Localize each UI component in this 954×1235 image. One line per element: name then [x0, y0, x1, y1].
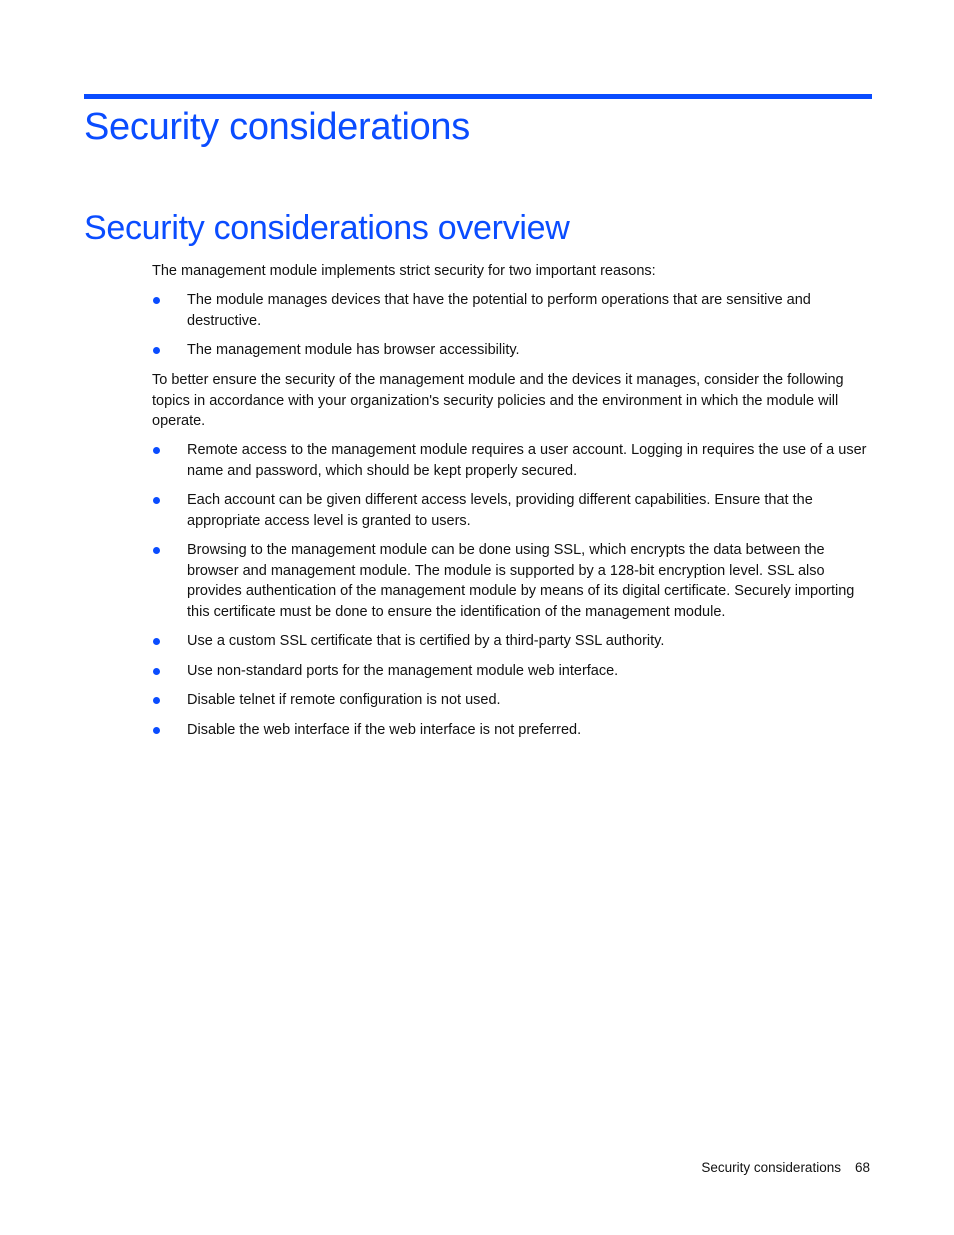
bullet-icon: [153, 668, 160, 675]
topics-list: [152, 440, 876, 749]
footer-chapter-label: Security considerations: [701, 1160, 841, 1175]
list-item: [152, 631, 876, 652]
list-item: [152, 440, 876, 481]
guidance-paragraph: To better ensure the security of the management module and the devices it manages, consider the following topics in accordance with your organization's security policies and the environment in which the module will operate.: [152, 372, 844, 429]
list-item-text: Use non-standard ports for the management module web interface.: [187, 662, 619, 679]
bullet-icon: [153, 347, 160, 354]
bullet-icon: [153, 547, 160, 554]
list-item-text: The module manages devices that have the potential to perform operations that are sensitive and destructive.: [187, 292, 811, 329]
list-item: [152, 540, 876, 622]
list-item: [152, 340, 876, 361]
page-footer: [701, 1158, 870, 1178]
list-item-text: The management module has browser accessibility.: [187, 342, 520, 358]
list-item: [152, 690, 876, 711]
list-item: [152, 490, 876, 531]
list-item-text: Disable the web interface if the web interface is not preferred.: [187, 721, 582, 738]
list-item-text: Remote access to the management module requires a user account. Logging in requires the use of a user name and password, which should be kept properly secured.: [187, 442, 867, 479]
bullet-icon: [153, 447, 160, 454]
chapter-title: Security considerations: [84, 106, 470, 148]
list-item: [152, 720, 876, 741]
section-title: Security considerations overview: [84, 209, 570, 247]
chapter-rule: [84, 94, 872, 99]
bullet-icon: [153, 497, 160, 504]
bullet-icon: [153, 638, 160, 645]
intro-paragraph: The management module implements strict security for two important reasons:: [152, 263, 656, 279]
reasons-list: [152, 290, 876, 370]
list-item-text: Each account can be given different access levels, providing different capabilities. Ensure that the appropriate access level is granted to users.: [187, 492, 813, 529]
list-item: [152, 290, 876, 331]
list-item-text: Browsing to the management module can be done using SSL, which encrypts the data between the browser and management module. The module is supported by a 128-bit encryption level. SSL also provides authentication of the management module by means of its digital certificate. Securely importing this certificate must be done to ensure the identification of the management module.: [187, 542, 855, 620]
bullet-icon: [153, 297, 160, 304]
list-item-text: Use a custom SSL certificate that is certified by a third-party SSL authority.: [187, 633, 665, 649]
bullet-icon: [153, 697, 160, 704]
bullet-icon: [153, 727, 160, 734]
page-number: 68: [854, 1160, 870, 1175]
list-item: [152, 661, 876, 682]
list-item-text: Disable telnet if remote configuration is not used.: [187, 692, 501, 708]
